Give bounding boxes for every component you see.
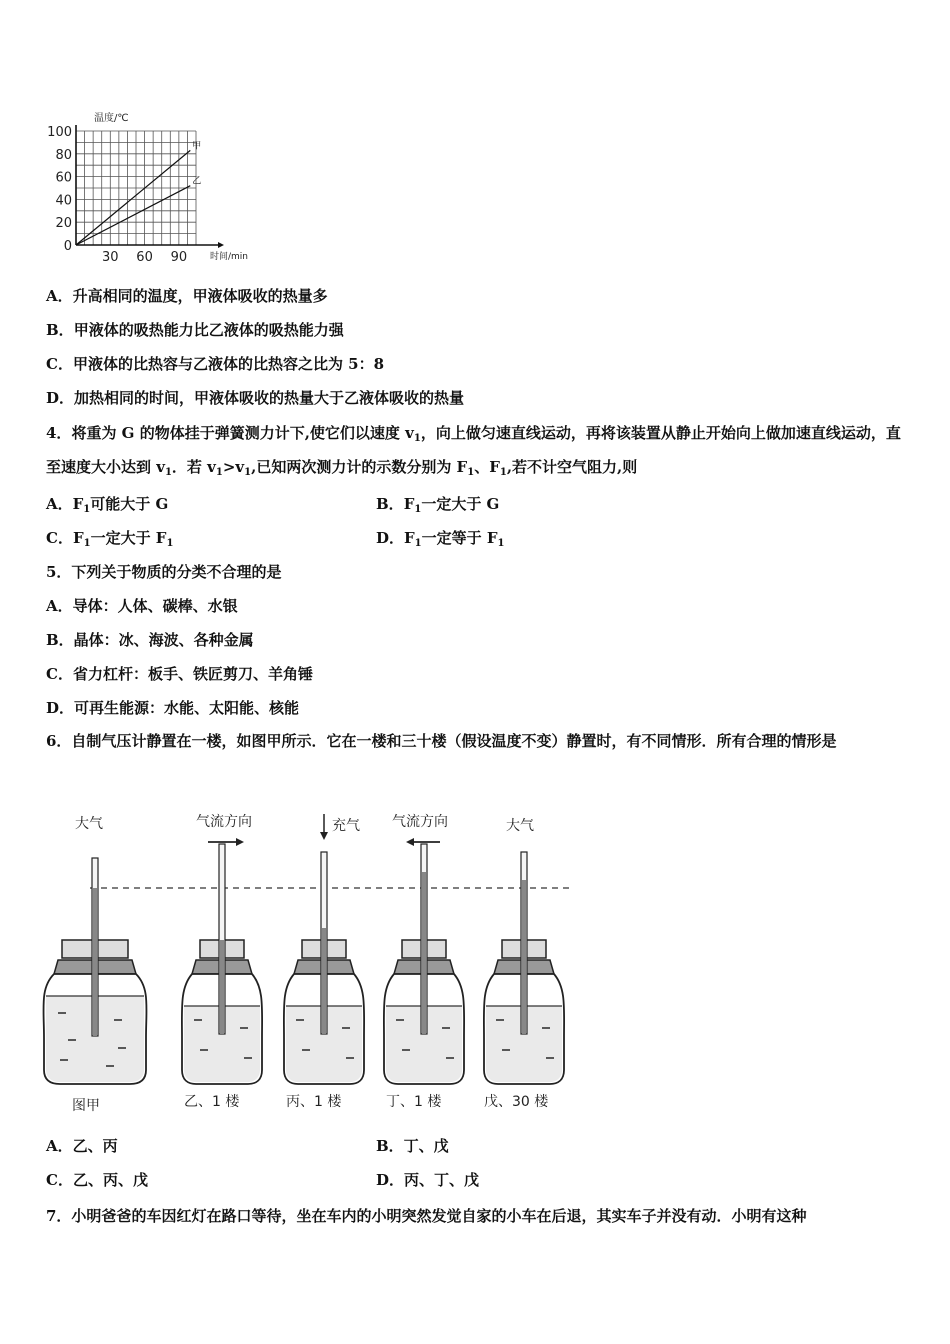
q4-option-a: A．$F_1$可能大于 G <box>46 495 169 515</box>
x-axis-label: 时间/min <box>210 252 249 262</box>
q5-stem: 5．下列关于物质的分类不合理的是 <box>46 563 282 581</box>
airflow-arrow-right-icon <box>208 838 244 846</box>
y-axis-label: 温度/℃ <box>94 113 129 124</box>
x-tick-label: 30 <box>102 250 119 265</box>
q4-option-c: C．$F_1$一定大于 $F_1$ <box>46 529 174 549</box>
barometer-bottle-jia <box>43 858 146 1084</box>
q7-stem: 7．小明爸爸的车因红灯在路口等待，坐在车内的小明突然发觉自家的小车在后退，其实车子并没有动．小明有这种 <box>46 1207 807 1225</box>
q3-option-d: D．加热相同的时间，甲液体吸收的热量大于乙液体吸收的热量 <box>46 389 465 407</box>
q3-option-a: A．升高相同的温度，甲液体吸收的热量多 <box>46 287 328 305</box>
barometer-bottle-yi <box>182 844 262 1084</box>
q4-option-b: B．$F_1$一定大于 G <box>376 495 500 515</box>
q5-option-b: B．晶体：冰、海波、各种金属 <box>46 631 254 649</box>
figure-bottom-label: 乙、1 楼 <box>184 1094 240 1110</box>
q4-stem: 4．将重为 G 的物体挂于弹簧测力计下,使它们以速度 $v_1$，向上做匀速直线运动，再将该装置从静止开始向上做加速直线运动，直至速度大小达到 $v_1$．若 $v_1>v_1$,已知两次测力计的示数分别为 $F_1$、$F_1$,若不计空气阻力,则 <box>46 424 901 478</box>
series-label: 乙 <box>192 176 202 187</box>
figure-top-label: 气流方向 <box>196 814 252 830</box>
figure-bottom-label: 丁、1 楼 <box>386 1094 442 1110</box>
q6-option-c: C．乙、丙、戊 <box>46 1171 148 1189</box>
figure-bottom-label: 图甲 <box>72 1098 100 1114</box>
figure-top-label: 大气 <box>506 818 534 834</box>
q4-option-d: D．$F_1$一定等于 $F_1$ <box>376 529 505 549</box>
q3-option-b: B．甲液体的吸热能力比乙液体的吸热能力强 <box>46 321 344 339</box>
x-tick-label: 60 <box>136 250 153 265</box>
figure-bottom-label: 戊、30 楼 <box>484 1094 549 1110</box>
y-tick-label: 20 <box>55 216 72 232</box>
barometer-figure <box>40 808 580 1118</box>
figure-bottom-label: 丙、1 楼 <box>286 1094 342 1110</box>
q3-option-c: C．甲液体的比热容与乙液体的比热容之比为 5：8 <box>46 355 385 373</box>
figure-top-label: 充气 <box>332 818 360 834</box>
barometer-bottle-bing <box>284 814 364 1084</box>
x-tick-label: 90 <box>170 250 188 265</box>
y-tick-label: 40 <box>55 193 72 209</box>
y-tick-label: 100 <box>47 125 72 140</box>
q6-option-b: B．丁、戊 <box>376 1137 449 1155</box>
temperature-time-chart <box>40 108 250 268</box>
y-tick-label: 60 <box>55 170 72 186</box>
q5-option-c: C．省力杠杆：板手、铁匠剪刀、羊角锤 <box>46 665 313 683</box>
q5-option-d: D．可再生能源：水能、太阳能、核能 <box>46 699 300 717</box>
figure-top-label: 大气 <box>75 816 103 832</box>
y-tick-label: 80 <box>55 147 72 163</box>
q6-option-a: A．乙、丙 <box>46 1137 118 1155</box>
q6-option-d: D．丙、丁、戊 <box>376 1171 480 1189</box>
series-label: 甲 <box>192 141 202 152</box>
q5-option-a: A．导体：人体、碳棒、水银 <box>46 597 238 615</box>
figure-top-label: 气流方向 <box>392 814 448 830</box>
barometer-bottle-ding <box>384 844 464 1084</box>
origin-label: 0 <box>63 239 72 254</box>
barometer-bottle-wu <box>484 852 564 1084</box>
x-axis-arrow-icon <box>218 242 224 248</box>
q6-stem: 6．自制气压计静置在一楼，如图甲所示．它在一楼和三十楼（假设温度不变）静置时，有不同情形．所有合理的情形是 <box>46 732 837 750</box>
